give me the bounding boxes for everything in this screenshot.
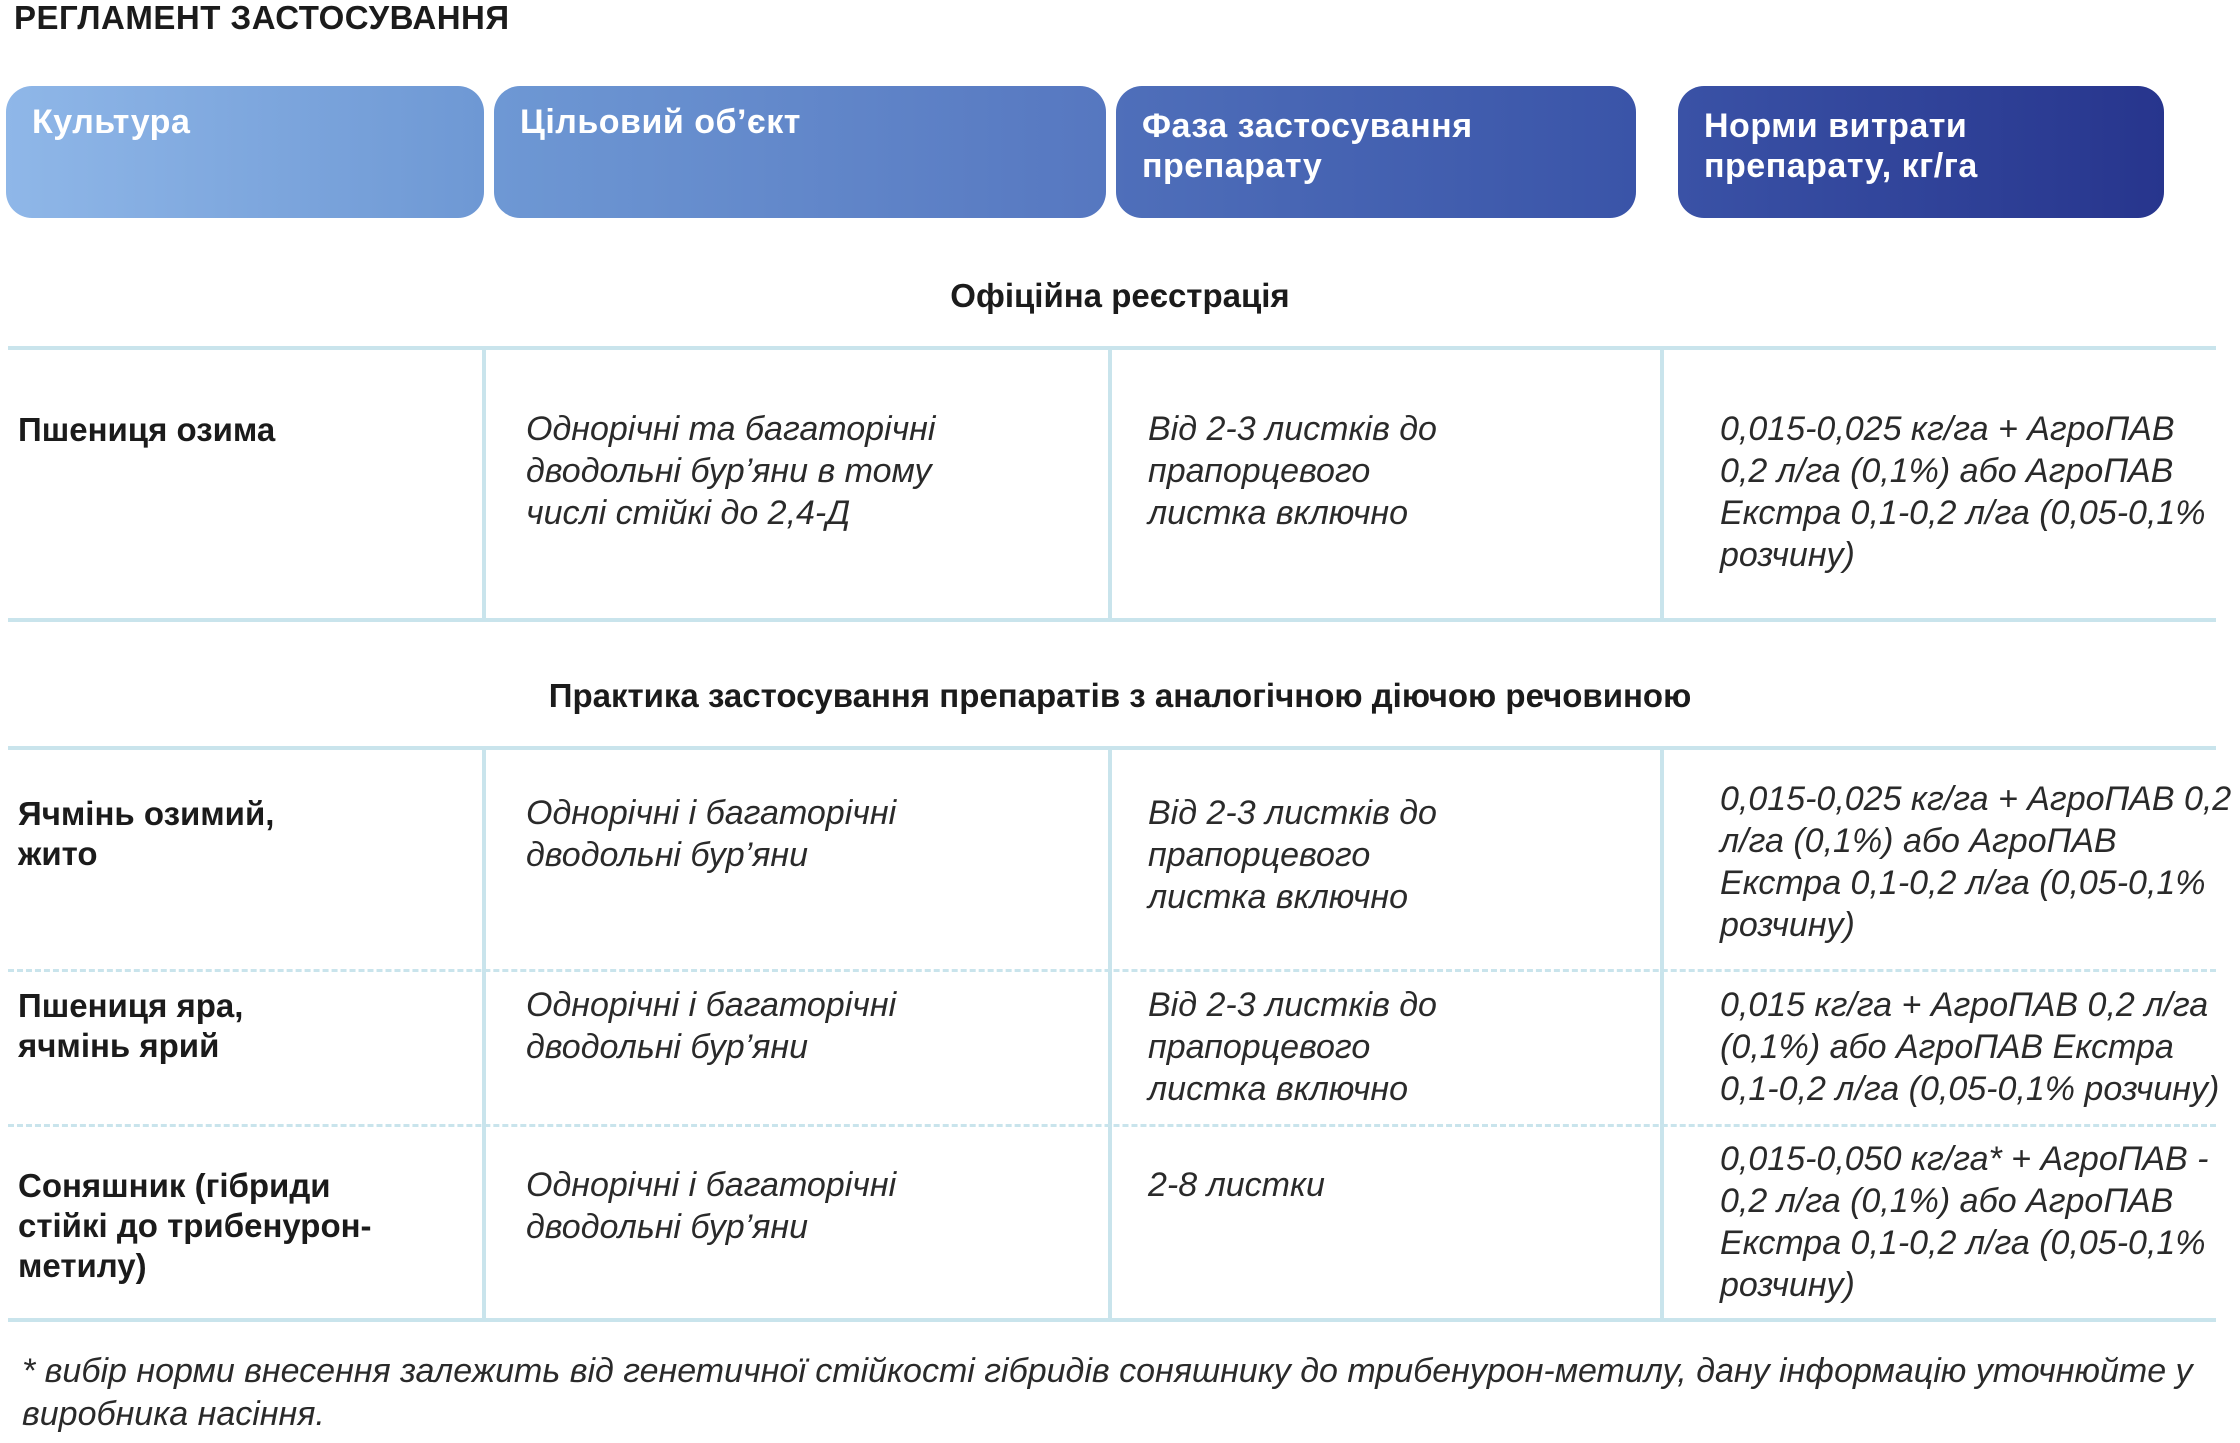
- column-divider: [1108, 348, 1112, 620]
- column-divider: [482, 348, 486, 620]
- column-divider: [1660, 348, 1664, 620]
- row-2-culture: Ячмінь озимий, жито: [18, 795, 275, 872]
- row-3-culture: Пшениця яра, ячмінь ярий: [18, 987, 244, 1064]
- row-separator: [8, 1124, 2216, 1127]
- row-3-phase: Від 2-3 листків до прапорцевого листка включно: [1148, 986, 1437, 1108]
- row-3-target: Однорічні і багаторічні дводольні бур’яни: [526, 986, 897, 1066]
- footnote: * вибір норми внесення залежить від генетичної стійкості гібридів соняшнику до трибенурон-метилу, дану інформацію уточнюйте у виробника насіння.: [22, 1352, 2193, 1433]
- section-practice: Практика застосування препаратів з аналогічною діючою речовиною: [548, 677, 1692, 714]
- row-1-culture: Пшениця озима: [18, 411, 276, 448]
- rule-line: [8, 746, 2216, 750]
- rule-line: [8, 1318, 2216, 1322]
- header-culture: Культура: [6, 86, 484, 218]
- section-official: Офіційна реєстрація: [950, 277, 1290, 314]
- header-rate: Норми витрати препарату, кг/га: [1678, 86, 2164, 218]
- row-4-culture: Соняшник (гібриди стійкі до трибенурон-метилу): [18, 1167, 372, 1284]
- column-divider: [482, 748, 486, 1320]
- column-divider: [1660, 748, 1664, 1320]
- row-1-phase: Від 2-3 листків до прапорцевого листка включно: [1148, 410, 1437, 532]
- row-1-rate: 0,015-0,025 кг/га + АгроПАВ 0,2 л/га (0,1%) або АгроПАВ Екстра 0,1-0,2 л/га (0,05-0,1% розчину): [1720, 410, 2206, 574]
- rule-line: [8, 346, 2216, 350]
- rule-line: [8, 618, 2216, 622]
- header-target: Цільовий об’єкт: [494, 86, 1106, 218]
- page-title: РЕГЛАМЕНТ ЗАСТОСУВАННЯ: [14, 0, 510, 36]
- row-4-phase: 2-8 листки: [1148, 1166, 1325, 1204]
- row-separator: [8, 969, 2216, 972]
- row-4-target: Однорічні і багаторічні дводольні бур’яни: [526, 1166, 897, 1246]
- row-2-rate: 0,015-0,025 кг/га + АгроПАВ 0,2 л/га (0,1%) або АгроПАВ Екстра 0,1-0,2 л/га (0,05-0,1% розчину): [1720, 780, 2232, 944]
- row-2-phase: Від 2-3 листків до прапорцевого листка включно: [1148, 794, 1437, 916]
- row-4-rate: 0,015-0,050 кг/га* + АгроПАВ - 0,2 л/га (0,1%) або АгроПАВ Екстра 0,1-0,2 л/га (0,05-0,1% розчину): [1720, 1140, 2209, 1304]
- row-3-rate: 0,015 кг/га + АгроПАВ 0,2 л/га (0,1%) або АгроПАВ Екстра 0,1-0,2 л/га (0,05-0,1% розчину): [1720, 986, 2220, 1108]
- header-phase: Фаза застосування препарату: [1116, 86, 1636, 218]
- column-divider: [1108, 748, 1112, 1320]
- row-2-target: Однорічні і багаторічні дводольні бур’яни: [526, 794, 897, 874]
- row-1-target: Однорічні та багаторічні дводольні бур’яни в тому числі стійкі до 2,4-Д: [526, 410, 936, 532]
